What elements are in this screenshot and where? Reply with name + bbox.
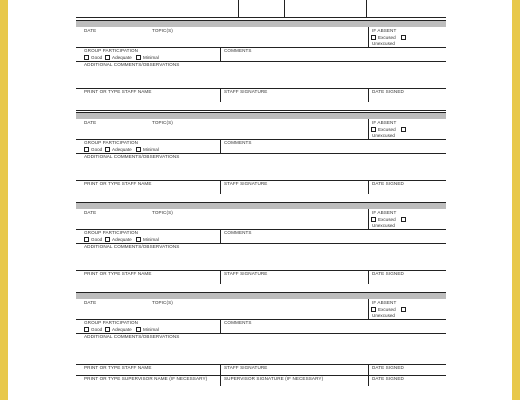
section-divider-band xyxy=(76,202,446,209)
additional-comments-label: ADDITIONAL COMMENTS/OBSERVATIONS xyxy=(84,334,180,339)
topic-label: TOPIC(S) xyxy=(152,300,173,305)
top-row-divider-2 xyxy=(284,0,285,18)
excused-label: Excused xyxy=(378,307,396,312)
additional-comments-label: ADDITIONAL COMMENTS/OBSERVATIONS xyxy=(84,244,180,249)
field-divider xyxy=(368,209,369,229)
excused-label: Excused xyxy=(378,127,396,132)
field-divider xyxy=(368,180,369,194)
field-divider xyxy=(220,229,221,243)
adequate-checkbox[interactable] xyxy=(105,55,110,60)
if-absent-label: IF ABSENT xyxy=(372,300,397,305)
unexcused-label: Unexcused xyxy=(372,133,395,138)
print-staff-name-label: PRINT OR TYPE STAFF NAME xyxy=(84,365,152,370)
comments-label: COMMENTS xyxy=(224,48,252,53)
date-signed-label: DATE SIGNED xyxy=(372,89,404,94)
minimal-label: Minimal xyxy=(143,55,159,60)
good-label: Good xyxy=(91,147,103,152)
group-participation-label: GROUP PARTICIPATION xyxy=(84,230,139,235)
topic-label: TOPIC(S) xyxy=(152,28,173,33)
good-label: Good xyxy=(91,237,103,242)
adequate-checkbox[interactable] xyxy=(105,327,110,332)
comments-label: COMMENTS xyxy=(224,140,252,145)
print-staff-name-label: PRINT OR TYPE STAFF NAME xyxy=(84,89,152,94)
field-divider xyxy=(220,139,221,153)
date-label: DATE xyxy=(84,28,97,33)
unexcused-checkbox[interactable] xyxy=(401,127,406,132)
topic-label: TOPIC(S) xyxy=(152,210,173,215)
attendance-form-sheet xyxy=(8,0,512,400)
comments-label: COMMENTS xyxy=(224,230,252,235)
date-label: DATE xyxy=(84,300,97,305)
good-label: Good xyxy=(91,55,103,60)
print-staff-name-label: PRINT OR TYPE STAFF NAME xyxy=(84,181,152,186)
staff-signature-label: STAFF SIGNATURE xyxy=(224,89,268,94)
if-absent-label: IF ABSENT xyxy=(372,28,397,33)
good-checkbox[interactable] xyxy=(84,55,89,60)
top-row-line xyxy=(76,17,446,18)
field-divider xyxy=(220,319,221,333)
field-divider xyxy=(368,119,369,139)
date-signed-label: DATE SIGNED xyxy=(372,376,404,381)
excused-label: Excused xyxy=(378,217,396,222)
if-absent-label: IF ABSENT xyxy=(372,120,397,125)
additional-comments-label: ADDITIONAL COMMENTS/OBSERVATIONS xyxy=(84,62,180,67)
adequate-label: Adequate xyxy=(112,237,132,242)
excused-checkbox[interactable] xyxy=(371,35,376,40)
minimal-checkbox[interactable] xyxy=(136,55,141,60)
date-signed-label: DATE SIGNED xyxy=(372,271,404,276)
if-absent-label: IF ABSENT xyxy=(372,210,397,215)
date-label: DATE xyxy=(84,120,97,125)
session-entry-3 xyxy=(8,202,512,294)
minimal-checkbox[interactable] xyxy=(136,327,141,332)
adequate-label: Adequate xyxy=(112,147,132,152)
field-divider xyxy=(220,270,221,284)
field-divider xyxy=(368,88,369,102)
excused-checkbox[interactable] xyxy=(371,217,376,222)
adequate-label: Adequate xyxy=(112,327,132,332)
good-label: Good xyxy=(91,327,103,332)
unexcused-checkbox[interactable] xyxy=(401,35,406,40)
good-checkbox[interactable] xyxy=(84,327,89,332)
good-checkbox[interactable] xyxy=(84,237,89,242)
minimal-checkbox[interactable] xyxy=(136,237,141,242)
adequate-label: Adequate xyxy=(112,55,132,60)
session-entry-1 xyxy=(8,20,512,112)
section-divider-band xyxy=(76,112,446,119)
field-divider xyxy=(368,270,369,284)
staff-signature-label: STAFF SIGNATURE xyxy=(224,365,268,370)
additional-comments-label: ADDITIONAL COMMENTS/OBSERVATIONS xyxy=(84,154,180,159)
field-divider xyxy=(220,88,221,102)
group-participation-label: GROUP PARTICIPATION xyxy=(84,320,139,325)
excused-label: Excused xyxy=(378,35,396,40)
supervisor-signature-label: SUPERVISOR SIGNATURE (IF NECESSARY) xyxy=(224,376,324,381)
minimal-label: Minimal xyxy=(143,327,159,332)
row-line xyxy=(76,110,446,111)
minimal-label: Minimal xyxy=(143,237,159,242)
date-signed-label: DATE SIGNED xyxy=(372,181,404,186)
excused-checkbox[interactable] xyxy=(371,127,376,132)
comments-label: COMMENTS xyxy=(224,320,252,325)
field-divider xyxy=(368,27,369,47)
group-participation-label: GROUP PARTICIPATION xyxy=(84,48,139,53)
top-row-divider-3 xyxy=(366,0,367,18)
field-divider xyxy=(368,299,369,319)
section-divider-band xyxy=(76,292,446,299)
field-divider xyxy=(220,47,221,61)
section-divider-band xyxy=(76,20,446,27)
staff-signature-label: STAFF SIGNATURE xyxy=(224,271,268,276)
good-checkbox[interactable] xyxy=(84,147,89,152)
adequate-checkbox[interactable] xyxy=(105,147,110,152)
unexcused-checkbox[interactable] xyxy=(401,217,406,222)
session-entry-4 xyxy=(8,292,512,400)
date-label: DATE xyxy=(84,210,97,215)
field-divider xyxy=(220,180,221,194)
adequate-checkbox[interactable] xyxy=(105,237,110,242)
excused-checkbox[interactable] xyxy=(371,307,376,312)
print-supervisor-name-label: PRINT OR TYPE SUPERVISOR NAME (IF NECESSARY) xyxy=(84,376,208,381)
group-participation-label: GROUP PARTICIPATION xyxy=(84,140,139,145)
session-entry-2 xyxy=(8,112,512,204)
unexcused-label: Unexcused xyxy=(372,223,395,228)
unexcused-label: Unexcused xyxy=(372,41,395,46)
unexcused-checkbox[interactable] xyxy=(401,307,406,312)
minimal-label: Minimal xyxy=(143,147,159,152)
unexcused-label: Unexcused xyxy=(372,313,395,318)
top-row-divider-1 xyxy=(238,0,239,18)
minimal-checkbox[interactable] xyxy=(136,147,141,152)
date-signed-label: DATE SIGNED xyxy=(372,365,404,370)
topic-label: TOPIC(S) xyxy=(152,120,173,125)
print-staff-name-label: PRINT OR TYPE STAFF NAME xyxy=(84,271,152,276)
staff-signature-label: STAFF SIGNATURE xyxy=(224,181,268,186)
